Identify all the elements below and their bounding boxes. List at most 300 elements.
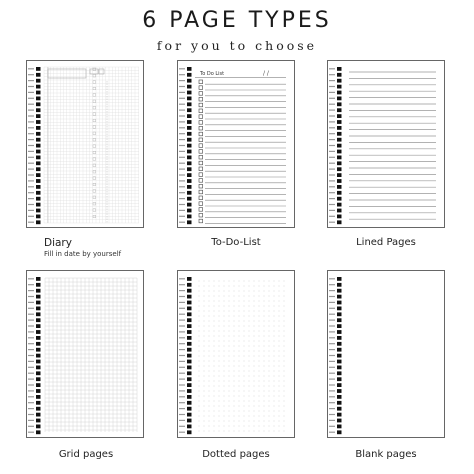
spiral-wire [329,373,335,374]
binding-hole [337,150,342,154]
binding-hole [36,85,41,89]
binding-hole [337,401,342,405]
spiral-binding [28,277,41,434]
spiral-wire [329,296,335,297]
lined-pages-caption: Lined Pages [356,237,416,248]
binding-hole [337,132,342,136]
spiral-wire [179,121,185,122]
spiral-wire [179,186,185,187]
binding-hole [36,342,41,346]
spiral-wire [28,180,34,181]
binding-hole [36,395,41,399]
diary-notebook-page [26,60,144,228]
spiral-wire [179,361,185,362]
spiral-wire [28,284,34,285]
todo-checkbox [199,190,203,194]
spiral-wire [329,74,335,75]
binding-hole [36,167,41,171]
binding-hole [187,185,192,189]
todo-checkbox [199,97,203,101]
binding-hole [36,161,41,165]
spiral-wire [179,320,185,321]
todo-checkbox [199,126,203,130]
binding-hole [337,85,342,89]
binding-hole [187,73,192,77]
binding-hole [337,377,342,381]
spiral-wire [179,331,185,332]
binding-hole [36,383,41,387]
date-cell [93,190,96,193]
spiral-wire [28,379,34,380]
spiral-wire [28,169,34,170]
binding-hole [187,215,192,219]
binding-hole [337,215,342,219]
spiral-binding [329,277,342,434]
binding-hole [36,419,41,423]
binding-hole [187,295,192,299]
date-cell [93,81,96,84]
spiral-wire [329,92,335,93]
date-cell [93,138,96,141]
spiral-wire [179,384,185,385]
binding-hole [187,407,192,411]
spiral-wire [28,396,34,397]
spiral-wire [28,325,34,326]
spiral-wire [28,174,34,175]
binding-hole [36,430,41,434]
spiral-wire [28,384,34,385]
spiral-wire [179,396,185,397]
spiral-wire [28,314,34,315]
spiral-wire [329,169,335,170]
binding-hole [36,289,41,293]
page-pattern [178,61,295,228]
spiral-wire [179,80,185,81]
spiral-wire [28,163,34,164]
binding-hole [187,289,192,293]
spiral-wire [28,110,34,111]
page-title: 6 PAGE TYPES [142,8,332,33]
binding-hole [337,348,342,352]
todo-checkbox [199,161,203,165]
binding-hole [36,91,41,95]
binding-hole [36,307,41,311]
date-cell [93,145,96,148]
spiral-wire [179,169,185,170]
diary-subcaption: Fill in date by yourself [44,250,122,258]
spiral-wire [28,343,34,344]
binding-hole [187,197,192,201]
spiral-wire [28,145,34,146]
binding-hole [187,209,192,213]
binding-hole [337,413,342,417]
spiral-wire [28,86,34,87]
binding-hole [36,312,41,316]
binding-hole [337,283,342,287]
binding-hole [36,67,41,71]
spiral-wire [179,308,185,309]
binding-hole [187,167,192,171]
spiral-wire [179,314,185,315]
binding-hole [337,156,342,160]
binding-hole [187,156,192,160]
binding-hole [36,283,41,287]
spiral-wire [329,216,335,217]
dotted-notebook-page [177,270,295,438]
date-cell [93,132,96,135]
binding-hole [187,307,192,311]
spiral-binding [28,67,41,224]
spiral-wire [28,198,34,199]
binding-hole [187,283,192,287]
date-box [99,69,104,74]
page-pattern [178,271,295,438]
todo-checkbox [199,132,203,136]
spiral-wire [28,278,34,279]
spiral-wire [329,86,335,87]
binding-hole [337,301,342,305]
spiral-wire [28,367,34,368]
spiral-wire [28,210,34,211]
binding-hole [187,389,192,393]
binding-hole [36,407,41,411]
todo-header-label: To Do List [200,71,225,77]
page-subtitle: for you to choose [156,38,318,53]
spiral-wire [329,384,335,385]
spiral-wire [329,151,335,152]
binding-hole [337,138,342,142]
binding-hole [337,419,342,423]
blank-notebook-page [327,270,445,438]
spiral-wire [179,98,185,99]
spiral-wire [329,210,335,211]
todo-checkbox [199,202,203,206]
binding-hole [36,114,41,118]
binding-hole [36,295,41,299]
spiral-wire [179,127,185,128]
spiral-wire [329,325,335,326]
todo-checkbox [199,86,203,90]
todo-checkbox [199,155,203,159]
todo-checkbox [199,196,203,200]
spiral-wire [28,139,34,140]
binding-hole [36,97,41,101]
todo-checkbox [199,213,203,217]
binding-hole [337,126,342,130]
binding-hole [36,144,41,148]
binding-hole [187,102,192,106]
binding-hole [36,191,41,195]
diary-caption: Diary [44,237,72,249]
spiral-wire [179,343,185,344]
spiral-wire [329,192,335,193]
spiral-wire [28,320,34,321]
todo-checkbox [199,184,203,188]
spiral-wire [329,104,335,105]
spiral-wire [28,390,34,391]
binding-hole [36,126,41,130]
date-cell [93,119,96,122]
blank-pages-caption: Blank pages [355,449,417,460]
binding-hole [36,389,41,393]
binding-hole [187,312,192,316]
binding-hole [337,67,342,71]
binding-hole [337,324,342,328]
spiral-wire [329,68,335,69]
todo-checkbox [199,150,203,154]
page-pattern [27,271,144,438]
page-pattern [328,271,445,438]
binding-hole [337,209,342,213]
spiral-wire [179,180,185,181]
spiral-wire [28,373,34,374]
spiral-wire [329,284,335,285]
binding-hole [36,73,41,77]
binding-hole [36,185,41,189]
spiral-wire [179,133,185,134]
date-cell [93,196,96,199]
binding-hole [187,179,192,183]
spiral-wire [28,222,34,223]
spiral-wire [28,68,34,69]
spiral-wire [179,373,185,374]
binding-hole [337,179,342,183]
binding-hole [36,425,41,429]
spiral-wire [28,414,34,415]
todo-checkbox [199,167,203,171]
spiral-wire [28,186,34,187]
spiral-wire [179,355,185,356]
spiral-wire [179,104,185,105]
spiral-wire [329,331,335,332]
spiral-wire [329,379,335,380]
binding-hole [187,377,192,381]
spiral-wire [329,349,335,350]
spiral-wire [329,157,335,158]
binding-hole [337,371,342,375]
spiral-wire [179,302,185,303]
spiral-wire [329,204,335,205]
binding-hole [187,203,192,207]
spiral-wire [329,408,335,409]
spiral-wire [179,204,185,205]
binding-hole [337,197,342,201]
spiral-wire [28,133,34,134]
binding-hole [187,161,192,165]
binding-hole [187,85,192,89]
spiral-wire [28,349,34,350]
page-pattern [27,61,144,228]
spiral-wire [28,115,34,116]
binding-hole [36,179,41,183]
spiral-wire [329,343,335,344]
spiral-wire [329,145,335,146]
spiral-wire [179,216,185,217]
binding-hole [337,295,342,299]
spiral-wire [329,127,335,128]
spiral-wire [179,92,185,93]
binding-hole [337,366,342,370]
todo-checkbox [199,208,203,212]
grid-notebook-page [26,270,144,438]
spiral-wire [28,432,34,433]
date-cell [93,202,96,205]
spiral-wire [329,396,335,397]
binding-hole [187,301,192,305]
binding-hole [337,389,342,393]
spiral-wire [28,290,34,291]
spiral-wire [329,402,335,403]
date-cell [93,113,96,116]
spiral-wire [329,186,335,187]
binding-hole [337,383,342,387]
binding-hole [337,102,342,106]
spiral-wire [329,361,335,362]
spiral-wire [329,290,335,291]
binding-hole [187,220,192,224]
binding-hole [187,330,192,334]
spiral-wire [179,86,185,87]
binding-hole [337,430,342,434]
binding-hole [36,348,41,352]
binding-hole [187,401,192,405]
binding-hole [36,102,41,106]
spiral-wire [179,222,185,223]
binding-hole [337,289,342,293]
spiral-wire [179,198,185,199]
todo-checkbox [199,179,203,183]
binding-hole [187,138,192,142]
spiral-binding [179,277,192,434]
binding-hole [337,277,342,281]
binding-hole [36,366,41,370]
todo-checkbox [199,103,203,107]
binding-hole [337,120,342,124]
binding-hole [36,138,41,142]
binding-hole [36,301,41,305]
spiral-wire [329,98,335,99]
spiral-wire [28,204,34,205]
binding-hole [337,220,342,224]
binding-hole [187,342,192,346]
spiral-wire [179,192,185,193]
spiral-wire [329,278,335,279]
binding-hole [337,114,342,118]
binding-hole [187,114,192,118]
spiral-wire [179,325,185,326]
spiral-wire [28,402,34,403]
binding-hole [337,407,342,411]
binding-hole [337,167,342,171]
spiral-wire [28,308,34,309]
spiral-wire [329,110,335,111]
spiral-wire [179,408,185,409]
spiral-wire [329,320,335,321]
binding-hole [337,307,342,311]
spiral-wire [179,139,185,140]
binding-hole [337,173,342,177]
spiral-wire [329,302,335,303]
binding-hole [337,91,342,95]
binding-hole [337,330,342,334]
todo-checkbox [199,115,203,119]
spiral-wire [28,408,34,409]
diary-grid [44,67,139,223]
todo-date-marks: / / [263,70,269,77]
spiral-wire [179,110,185,111]
spiral-wire [179,414,185,415]
binding-hole [187,67,192,71]
spiral-wire [28,426,34,427]
spiral-wire [329,426,335,427]
spiral-wire [329,222,335,223]
spiral-wire [179,390,185,391]
binding-hole [36,203,41,207]
binding-hole [187,79,192,83]
binding-hole [36,120,41,124]
binding-hole [337,97,342,101]
binding-hole [36,401,41,405]
spiral-wire [179,145,185,146]
spiral-wire [179,337,185,338]
date-cell [93,126,96,129]
spiral-wire [329,180,335,181]
date-cell [93,183,96,186]
todo-checkbox [199,109,203,113]
spiral-wire [329,80,335,81]
spiral-wire [329,139,335,140]
binding-hole [36,197,41,201]
binding-hole [187,97,192,101]
spiral-wire [28,302,34,303]
todo-checkbox [199,138,203,142]
binding-hole [187,108,192,112]
todo-checkbox [199,92,203,96]
binding-hole [187,191,192,195]
spiral-wire [329,367,335,368]
binding-hole [337,185,342,189]
binding-hole [337,354,342,358]
binding-hole [187,144,192,148]
binding-hole [337,203,342,207]
spiral-wire [179,420,185,421]
spiral-wire [179,290,185,291]
binding-hole [187,366,192,370]
binding-hole [337,336,342,340]
binding-hole [36,371,41,375]
binding-hole [337,318,342,322]
spiral-wire [28,74,34,75]
spiral-wire [179,367,185,368]
spiral-wire [329,163,335,164]
spiral-wire [179,426,185,427]
spiral-wire [329,414,335,415]
binding-hole [187,173,192,177]
binding-hole [36,79,41,83]
spiral-wire [179,349,185,350]
spiral-binding [329,67,342,224]
binding-hole [187,132,192,136]
spiral-wire [179,402,185,403]
binding-hole [187,336,192,340]
spiral-wire [179,157,185,158]
spiral-wire [329,198,335,199]
spiral-wire [179,284,185,285]
binding-hole [187,425,192,429]
spiral-wire [28,331,34,332]
todo-checkbox [199,219,203,223]
binding-hole [36,209,41,213]
